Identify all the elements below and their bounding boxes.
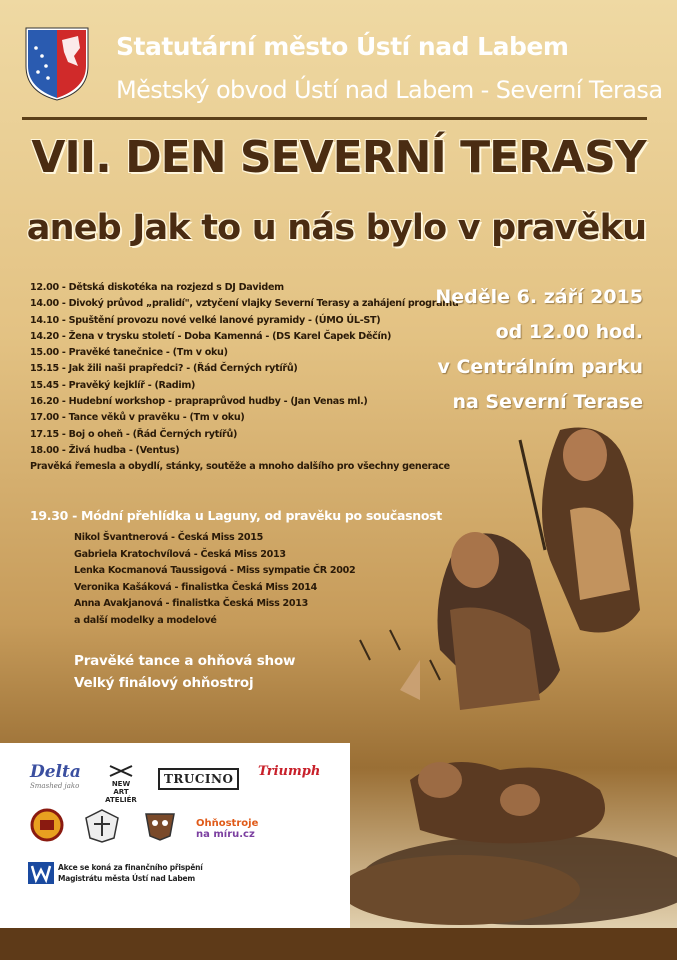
event-time: od 12.00 hod. (495, 321, 643, 343)
ohnostroje-logo-line1: Ohňostroje (196, 818, 259, 829)
schedule-item: 14.00 - Divoký průvod „pralidí", vztyčení vlajky Severní Terasy a zahájení programu (30, 298, 459, 310)
district-name: Městský obvod Ústí nad Labem - Severní Terasa (116, 76, 663, 104)
event-title: VII. DEN SEVERNÍ TERASY (31, 132, 646, 183)
funding-note-line2: Magistrátu města Ústí nad Labem (58, 874, 196, 883)
event-area: na Severní Terase (452, 391, 643, 413)
model-item: Veronika Kašáková - finalistka Česká Miss 2014 (74, 581, 318, 593)
funding-note-line1: Akce se koná za finančního přispění (58, 863, 203, 872)
city-logo-icon (28, 862, 54, 884)
delta-logo (30, 762, 81, 790)
schedule-item: 16.20 - Hudební workshop - prapraprůvod hudby - (Jan Venas ml.) (30, 396, 368, 408)
model-item: Nikol Švantnerová - Česká Miss 2015 (74, 532, 264, 543)
triumph-logo: Triumph (258, 764, 321, 779)
scissors-icon (108, 764, 134, 778)
fashion-models-list (74, 530, 355, 629)
knights-crest-logo-icon (82, 808, 122, 844)
fashion-show-title: 19.30 - Módní přehlídka u Laguny, od pravěku po současnost (30, 508, 442, 523)
schedule-item: Pravěká řemesla a obydlí, stánky, soutěže a mnoho dalšího pro všechny generace (30, 461, 450, 473)
prehistoric-people-illustration (300, 410, 677, 930)
schedule-item: 15.45 - Pravěký kejklíř - (Radim) (30, 379, 196, 391)
schedule-item: 14.20 - Žena v trysku století - Doba Kamenná - (DS Karel Čapek Děčín) (30, 330, 392, 342)
event-subtitle: aneb Jak to u nás bylo v pravěku (26, 208, 647, 248)
schedule-item: 17.15 - Boj o oheň - (Řád Černých rytířů) (30, 428, 238, 440)
city-coat-of-arms-icon (24, 26, 90, 102)
schedule-item: 12.00 - Dětská diskotéka na rozjezd s DJ Davidem (30, 282, 284, 293)
delta-logo-text: Delta (30, 762, 81, 782)
ohnostroje-logo-line2: na míru.cz (196, 829, 255, 840)
schedule-item: 14.10 - Spuštění provozu nové velké lanové pyramidy - (ÚMO ÚL-ST) (30, 314, 381, 326)
schedule-item: 17.00 - Tance věků v pravěku - (Tm v oku) (30, 412, 245, 424)
trucino-logo: TRUCINO (158, 768, 239, 790)
finale-block (74, 650, 295, 694)
fire-show-label: Pravěké tance a ohňová show (74, 653, 296, 669)
model-item: Anna Avakjanová - finalistka Česká Miss 2013 (74, 598, 309, 609)
bottom-ground-strip (0, 928, 677, 960)
fireworks-label: Velký finálový ohňostroj (74, 675, 254, 691)
schedule-item: 18.00 - Živá hudba - (Ventus) (30, 444, 180, 456)
model-item: Gabriela Kratochvílová - Česká Miss 2013 (74, 548, 286, 560)
delta-logo-subtext: Smashed jako (30, 782, 80, 790)
funding-note (58, 862, 203, 884)
model-item: Lenka Kocmanová Taussigová - Miss sympatie ČR 2002 (74, 565, 356, 576)
schedule-item: 15.15 - Jak žili naši prapředci? - (Řád Černých rytířů) (30, 363, 298, 375)
tribal-mask-logo-icon (142, 808, 178, 842)
beer-badge-logo-icon (30, 808, 64, 842)
ohnostroje-logo (196, 818, 258, 840)
schedule-item: 15.00 - Pravěké tanečnice - (Tm v oku) (30, 347, 228, 359)
event-venue: v Centrálním parku (437, 356, 643, 378)
new-art-logo-text: NEW ART ATELIÉR (105, 780, 137, 804)
city-name: Statutární město Ústí nad Labem (116, 32, 569, 61)
event-date-location (435, 280, 643, 420)
event-date: Neděle 6. září 2015 (435, 286, 643, 308)
header-divider (22, 117, 647, 120)
model-item: a další modelky a modelové (74, 614, 217, 626)
new-art-atelier-logo (104, 764, 138, 804)
